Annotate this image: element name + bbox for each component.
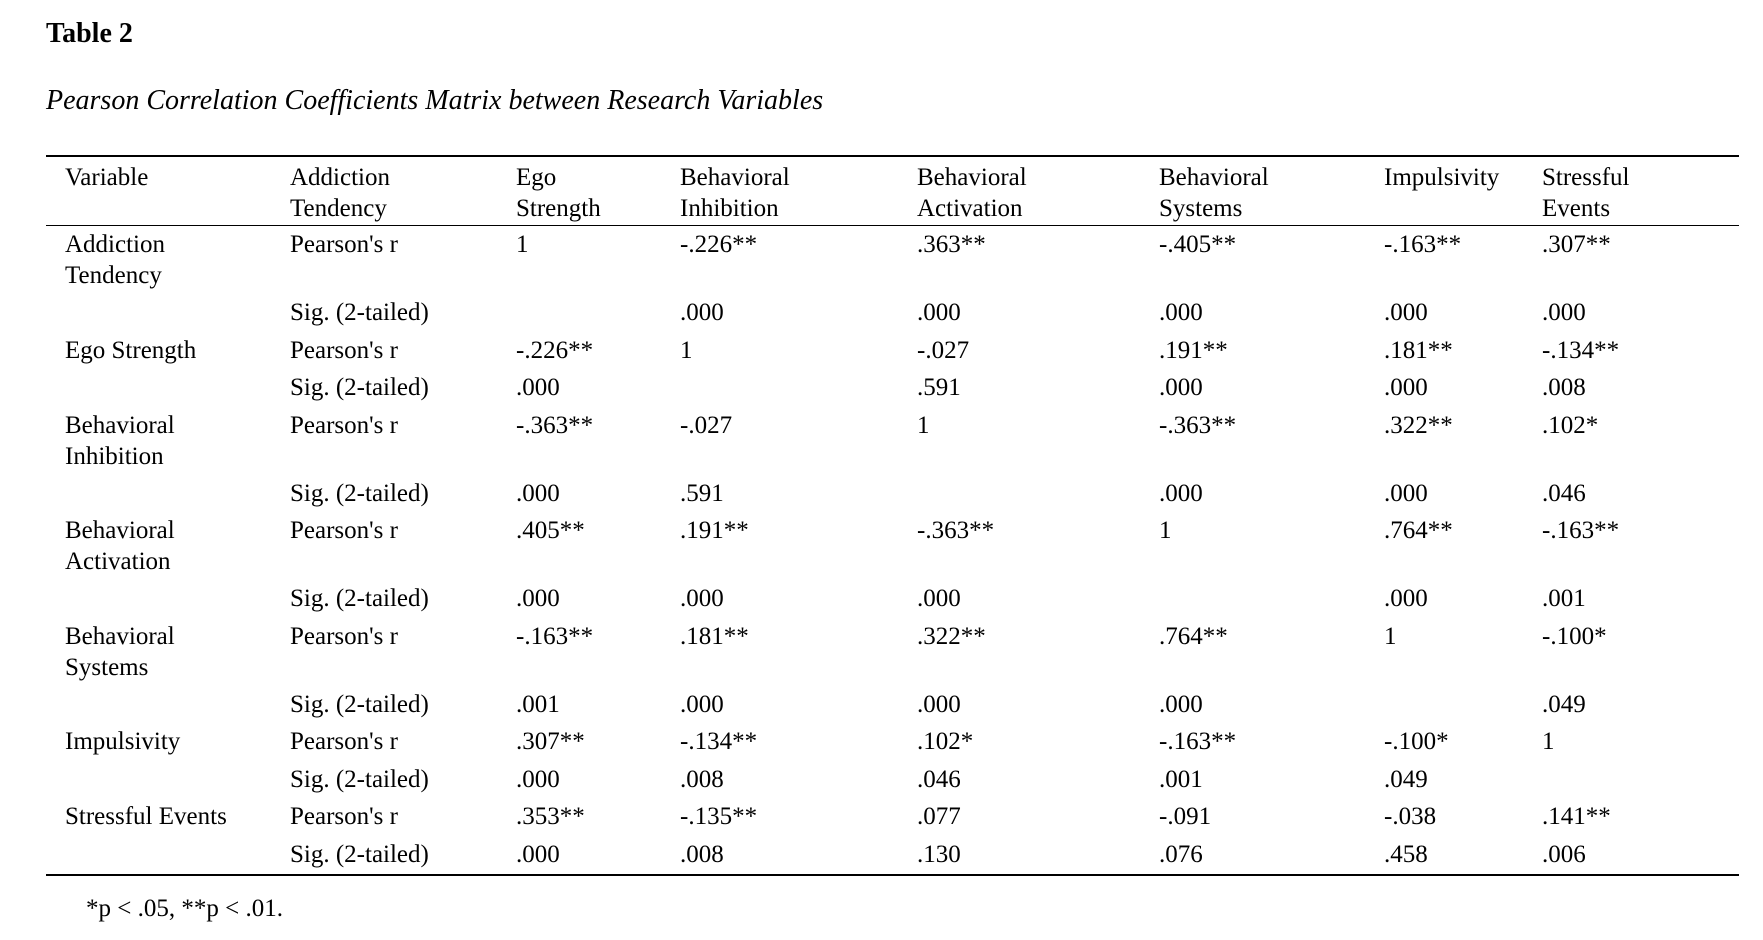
table-row: [46, 372, 1739, 410]
row-variable-cell: [46, 478, 290, 516]
correlation-table: [46, 158, 1739, 876]
header-ego-strength: Ego Strength: [516, 164, 601, 222]
value-cell: -.134**: [1542, 336, 1620, 364]
header-behavioral-systems: Behavioral Systems: [1159, 164, 1269, 222]
value-cell: .076: [1159, 840, 1203, 868]
value-cell: .008: [680, 840, 724, 868]
value-cell: .591: [680, 479, 724, 507]
value-cell: .322**: [917, 622, 986, 650]
value-cell: -.027: [680, 411, 733, 439]
row-variable-cell: [46, 689, 290, 727]
row-variable-cell: [46, 839, 290, 877]
value-cell: .000: [1159, 690, 1203, 718]
table-row: [46, 515, 1739, 583]
row-variable-label: Impulsivity: [65, 728, 181, 755]
value-cell: .141**: [1542, 803, 1611, 830]
table-row: [46, 726, 1739, 764]
row-statistic-cell: Sig. (2-tailed): [290, 374, 429, 401]
row-statistic-cell: Pearson's r: [290, 411, 398, 439]
header-addiction-tendency: Addiction Tendency: [290, 164, 390, 222]
value-cell: -.100*: [1384, 728, 1449, 755]
row-statistic-cell: Sig. (2-tailed): [290, 840, 429, 868]
header-behavioral-inhibition: Behavioral Inhibition: [680, 164, 790, 222]
value-cell: .000: [516, 479, 560, 507]
value-cell: -.163**: [1159, 728, 1237, 755]
row-variable-label: Behavioral Inhibition: [65, 411, 175, 470]
row-statistic-cell: Pearson's r: [290, 517, 398, 544]
row-statistic-cell: Sig. (2-tailed): [290, 690, 429, 718]
value-cell: -.134**: [680, 728, 758, 755]
value-cell: .307**: [516, 728, 585, 755]
row-statistic-cell: Sig. (2-tailed): [290, 479, 429, 507]
value-cell: .008: [680, 765, 724, 793]
value-cell: .077: [917, 803, 961, 830]
value-cell: .102*: [917, 728, 974, 755]
table-row: [46, 801, 1739, 839]
value-cell: [1384, 689, 1542, 727]
value-cell: .458: [1384, 840, 1428, 868]
value-cell: .181**: [1384, 336, 1453, 364]
table-caption: Pearson Correlation Coefficients Matrix between Research Variables: [46, 85, 824, 116]
row-statistic-cell: Sig. (2-tailed): [290, 585, 429, 612]
row-statistic-cell: Pearson's r: [290, 803, 398, 830]
value-cell: -.363**: [516, 411, 594, 439]
table-row: [46, 583, 1739, 621]
value-cell: -.226**: [516, 336, 594, 364]
header-stressful-events: Stressful Events: [1542, 164, 1630, 222]
value-cell: .000: [917, 690, 961, 718]
table-row: [46, 839, 1739, 877]
table-top-rule: [46, 155, 1739, 157]
value-cell: .102*: [1542, 411, 1599, 439]
value-cell: -.405**: [1159, 231, 1237, 258]
value-cell: .363**: [917, 231, 986, 258]
table-row: [46, 410, 1739, 478]
row-variable-label: Addiction Tendency: [65, 231, 165, 289]
row-statistic-cell: Pearson's r: [290, 622, 398, 650]
row-variable-cell: [46, 229, 290, 297]
row-variable-label: Behavioral Systems: [65, 622, 175, 681]
header-impulsivity: Impulsivity: [1384, 164, 1500, 191]
table-row: [46, 764, 1739, 802]
value-cell: .000: [917, 299, 961, 326]
row-variable-cell: [46, 726, 290, 764]
row-variable-cell: [46, 335, 290, 373]
value-cell: .046: [1542, 479, 1586, 507]
value-cell: .000: [1159, 374, 1203, 401]
table-label: Table 2: [46, 18, 133, 49]
value-cell: .000: [1384, 299, 1428, 326]
table-body: [46, 229, 1739, 876]
row-statistic-cell: Pearson's r: [290, 231, 398, 258]
row-statistic-cell: Sig. (2-tailed): [290, 765, 429, 793]
value-cell: -.226**: [680, 231, 758, 258]
row-variable-cell: [46, 621, 290, 689]
value-cell: [1542, 764, 1739, 802]
value-cell: .046: [917, 765, 961, 793]
value-cell: -.038: [1384, 803, 1437, 830]
value-cell: .008: [1542, 374, 1586, 401]
value-cell: .000: [680, 690, 724, 718]
value-cell: .353**: [516, 803, 585, 830]
row-variable-label: Behavioral Activation: [65, 517, 175, 575]
value-cell: .000: [680, 585, 724, 612]
table-row: [46, 297, 1739, 335]
value-cell: -.135**: [680, 803, 758, 830]
value-cell: .191**: [680, 517, 749, 544]
table-row: [46, 689, 1739, 727]
value-cell: .049: [1542, 690, 1586, 718]
value-cell: -.100*: [1542, 622, 1607, 650]
value-cell: -.363**: [917, 517, 995, 544]
significance-note: *p < .05, **p < .01.: [86, 895, 283, 922]
value-cell: .000: [1542, 299, 1586, 326]
value-cell: 1: [680, 336, 693, 364]
value-cell: .049: [1384, 765, 1428, 793]
value-cell: -.163**: [516, 622, 594, 650]
value-cell: .001: [1542, 585, 1586, 612]
value-cell: .000: [516, 840, 560, 868]
value-cell: [917, 478, 1159, 516]
row-variable-label: Ego Strength: [65, 336, 197, 364]
value-cell: .000: [516, 374, 560, 401]
value-cell: [1159, 583, 1384, 621]
value-cell: .322**: [1384, 411, 1453, 439]
row-variable-cell: [46, 801, 290, 839]
table-row: [46, 478, 1739, 516]
value-cell: .000: [516, 585, 560, 612]
value-cell: 1: [1384, 622, 1397, 650]
row-variable-cell: [46, 515, 290, 583]
table-row: [46, 621, 1739, 689]
row-variable-cell: [46, 583, 290, 621]
row-variable-label: Stressful Events: [65, 803, 227, 830]
row-statistic-cell: Pearson's r: [290, 336, 398, 364]
value-cell: .130: [917, 840, 961, 868]
row-variable-cell: [46, 372, 290, 410]
row-statistic-cell: Sig. (2-tailed): [290, 299, 429, 326]
value-cell: .006: [1542, 840, 1586, 868]
row-variable-cell: [46, 764, 290, 802]
value-cell: .000: [1159, 479, 1203, 507]
value-cell: [516, 297, 680, 335]
value-cell: .191**: [1159, 336, 1228, 364]
value-cell: .591: [917, 374, 961, 401]
value-cell: .000: [917, 585, 961, 612]
value-cell: -.163**: [1542, 517, 1620, 544]
header-behavioral-activation: Behavioral Activation: [917, 164, 1027, 222]
value-cell: [680, 372, 917, 410]
value-cell: .000: [1384, 479, 1428, 507]
row-variable-cell: [46, 297, 290, 335]
value-cell: 1: [917, 411, 930, 439]
value-cell: .764**: [1159, 622, 1228, 650]
row-variable-cell: [46, 410, 290, 478]
row-statistic-cell: Pearson's r: [290, 728, 398, 755]
value-cell: .764**: [1384, 517, 1453, 544]
value-cell: .181**: [680, 622, 749, 650]
value-cell: 1: [1542, 728, 1555, 755]
value-cell: .000: [516, 765, 560, 793]
value-cell: -.027: [917, 336, 970, 364]
value-cell: -.363**: [1159, 411, 1237, 439]
value-cell: .000: [1384, 374, 1428, 401]
value-cell: .001: [516, 690, 560, 718]
value-cell: -.091: [1159, 803, 1212, 830]
value-cell: 1: [516, 231, 529, 258]
value-cell: .001: [1159, 765, 1203, 793]
header-variable: Variable: [65, 164, 149, 191]
table-row: [46, 229, 1739, 297]
value-cell: .000: [1384, 585, 1428, 612]
table-header-row: [46, 158, 1739, 229]
value-cell: 1: [1159, 517, 1172, 544]
value-cell: .000: [1159, 299, 1203, 326]
value-cell: .405**: [516, 517, 585, 544]
value-cell: -.163**: [1384, 231, 1462, 258]
value-cell: .000: [680, 299, 724, 326]
value-cell: .307**: [1542, 231, 1611, 258]
table-row: [46, 335, 1739, 373]
